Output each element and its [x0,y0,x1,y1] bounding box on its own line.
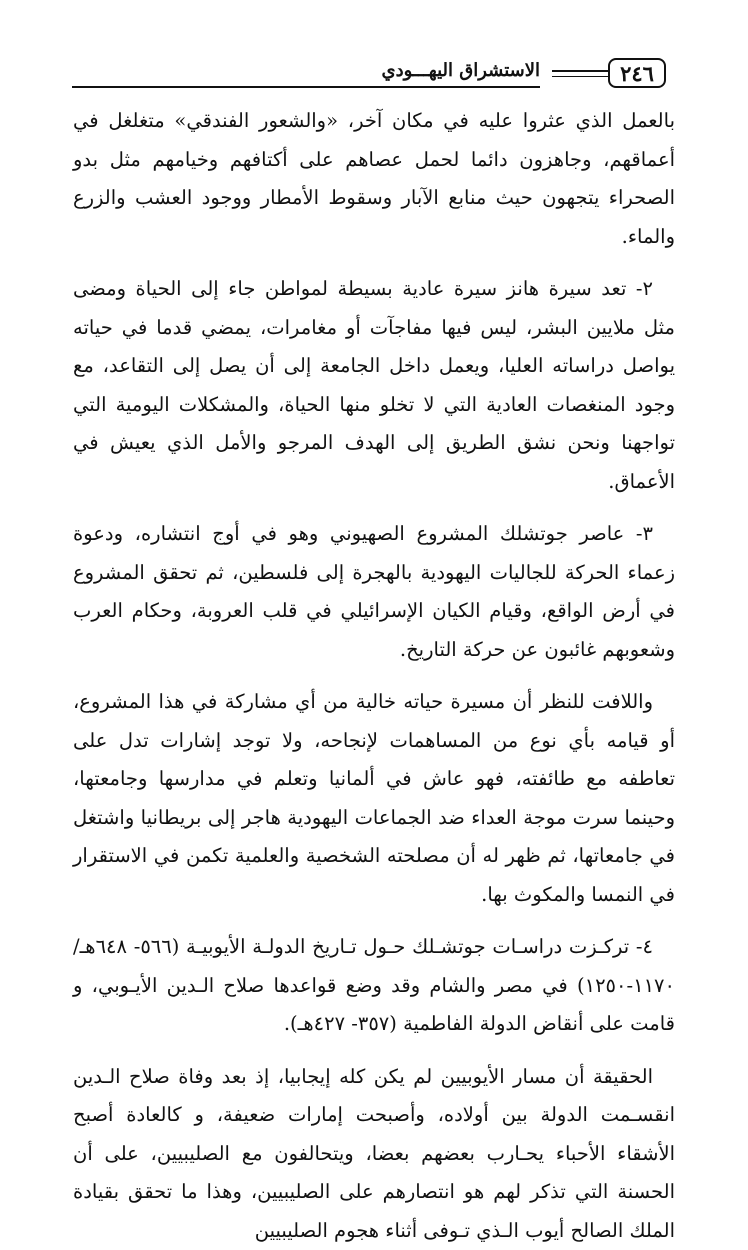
paragraph-point-2: ٢- تعد سيرة هانز سيرة عادية بسيطة لمواطن جاء إلى الحياة ومضى مثل ملايين البشر، ليس فيها مفاجآت أو مغامرات، يمضي قدما في حياته يواصل دراساته العليا، ويعمل داخل الجامعة إلى أن يصل إلى التقاعد، مع وجود المنغصات العادية التي لا تخلو منها الحياة، والمشكلات اليومية التي تواجهنا ونحن نشق الطريق إلى الهدف المرجو والأمل الذي يعيش في الأعماق. [73,270,675,501]
page-body [73,102,675,1250]
paragraph-observation: واللافت للنظر أن مسيرة حياته خالية من أي مشاركة في هذا المشروع، أو قيامه بأي نوع من المساهمات لإنجاحه، ولا توجد إشارات تدل على تعاطفه مع طائفته، فهو عاش في ألمانيا وتعلم في مدارسها وجامعتها، وحينما سرت موجة العداء ضد الجماعات اليهودية هاجر إلى بريطانيا واشتغل في جامعاتها، ثم ظهر له أن مصلحته الشخصية والعلمية تكمن في الاستقرار في النمسا والمكوث بها. [73,683,675,914]
running-title: الاستشراق اليهـــودي [382,60,540,81]
paragraph-continuation: بالعمل الذي عثروا عليه في مكان آخر، «والشعور الفندقي» متغلغل في أعماقهم، وجاهزون دائما لحمل عصاهم على أكتافهم وخيامهم مثل بدو الصحراء يتجهون حيث منابع الآبار وسقوط الأمطار ووجود العشب والزرع والماء. [73,102,675,256]
page-number: ٢٤٦ [608,58,666,88]
header-divider [552,70,608,77]
paragraph-ayyubid-history: الحقيقة أن مسار الأيوبيين لم يكن كله إيجابيا، إذ بعد وفاة صلاح الـدين انقسـمت الدولة بين أولاده، وأصبحت إمارات ضعيفة، و كالعادة أصبح الأشقاء الأحباء يحـارب بعضهم بعضا، ويتحالفون مع الصليبيين، على أن الحسنة التي تذكر لهم هو انتصارهم على الصليبيين، وهذا ما تحقق بقيادة الملك الصالح أيوب الـذي تـوفى أثناء هجوم الصليبيين [73,1058,675,1250]
page-header [72,58,666,96]
paragraph-point-3: ٣- عاصر جوتشلك المشروع الصهيوني وهو في أوج انتشاره، ودعوة زعماء الحركة للجاليات اليهودية بالهجرة إلى فلسطين، ثم تحقق المشروع في أرض الواقع، وقيام الكيان الإسرائيلي في قلب العروبة، وحكام العرب وشعوبهم غائبون عن حركة التاريخ. [73,515,675,669]
header-underline [72,86,540,88]
paragraph-point-4: ٤- تركـزت دراسـات جوتشـلك حـول تـاريخ الدولـة الأيوبيـة (٥٦٦- ٦٤٨هـ/ ١١٧٠-١٢٥٠) في مصر والشام وقد وضع قواعدها صلاح الـدين الأيـوبي، و قامت على أنقاض الدولة الفاطمية (٣٥٧- ٤٢٧هـ). [73,928,675,1044]
